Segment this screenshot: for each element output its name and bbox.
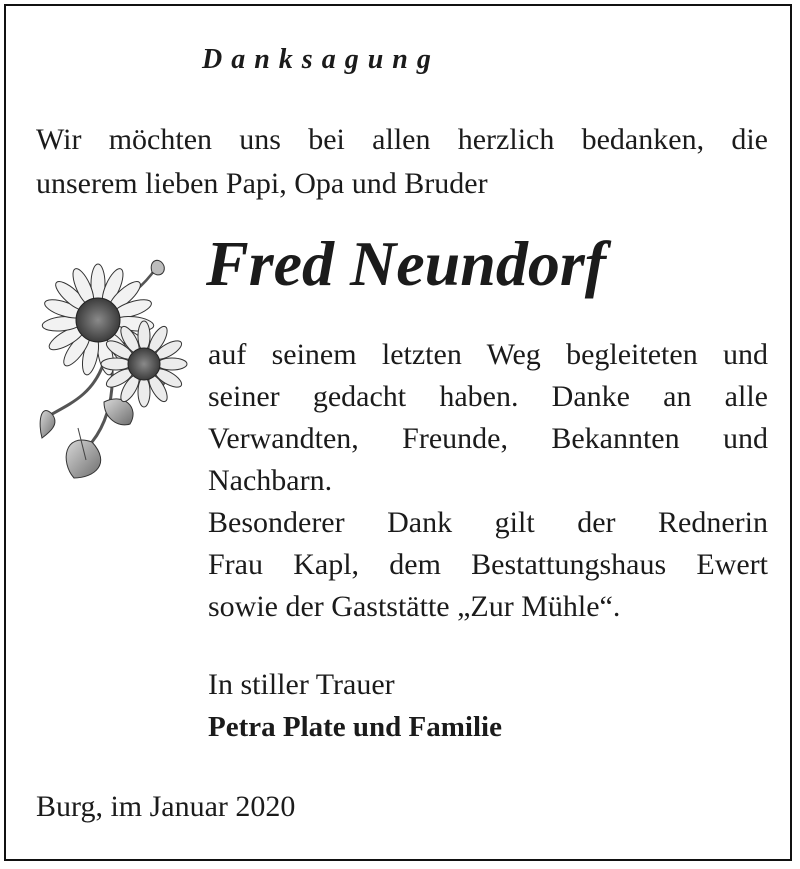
body-line: Frau Kapl, dem Bestattungshaus Ewert <box>208 548 768 581</box>
body-line: Verwandten, Freunde, Bekannten und <box>208 422 768 455</box>
body-line: auf seinem letzten Weg begleiteten und <box>208 338 768 371</box>
signer-name: Petra Plate und Familie <box>208 711 502 743</box>
place-date: Burg, im Januar 2020 <box>36 790 296 823</box>
body-line: sowie der Gaststätte „Zur Mühle“. <box>208 590 621 623</box>
body-text <box>208 334 768 628</box>
body-line: Besonderer Dank gilt der Rednerin <box>208 506 768 539</box>
intro-line: Wir möchten uns bei allen herzlich bedanken, die <box>36 123 768 156</box>
intro-text <box>36 118 768 206</box>
mourning-line: In stiller Trauer <box>208 668 395 701</box>
notice-heading: Danksagung <box>202 44 440 75</box>
body-line: seiner gedacht haben. Danke an alle <box>208 380 768 413</box>
deceased-name: Fred Neundorf <box>206 228 607 299</box>
body-line: Nachbarn. <box>208 464 333 497</box>
intro-line: unserem lieben Papi, Opa und Bruder <box>36 167 488 200</box>
sunflower-icon <box>34 252 194 488</box>
